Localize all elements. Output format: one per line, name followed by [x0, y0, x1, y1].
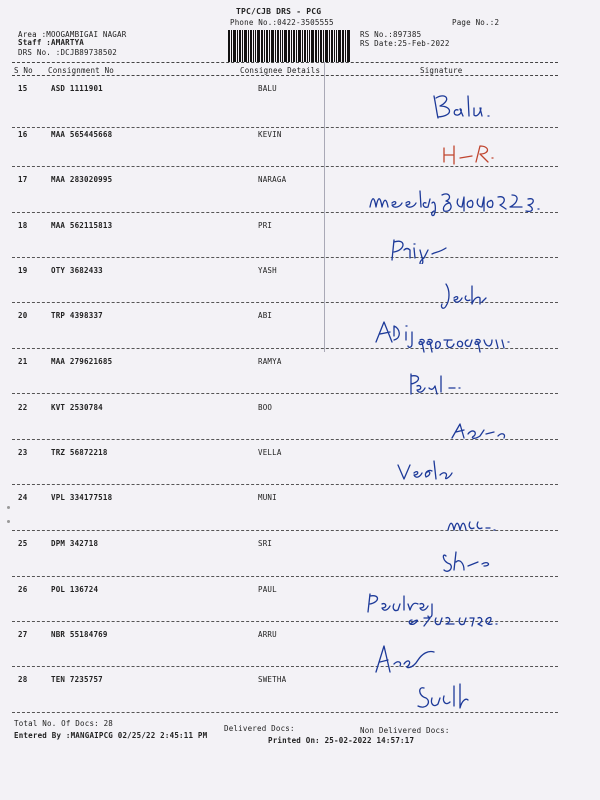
phone-number: Phone No.:0422-3505555 [230, 18, 334, 27]
signature-kevin [438, 140, 518, 168]
row-sno: 23 [18, 448, 28, 457]
column-consignment: Consignment No [48, 66, 115, 75]
signature-muni [444, 508, 514, 536]
row-sno: 25 [18, 539, 28, 548]
barcode-image [228, 30, 350, 62]
row-divider [12, 666, 558, 667]
column-divider [324, 62, 325, 352]
row-consignment: ASD 1111901 [51, 84, 103, 93]
entered-by: Entered By :MANGAIPCG 02/25/22 2:45:11 PM [14, 731, 208, 740]
page-number: Page No.:2 [452, 18, 500, 27]
row-consignment: DPM 342718 [51, 539, 99, 548]
signature-boo [448, 418, 528, 444]
staff-label: Staff :AMARTYA [18, 38, 85, 47]
row-consignment: MAA 283020995 [51, 175, 113, 184]
row-consignee: RAMYA [258, 357, 282, 366]
row-sno: 17 [18, 175, 28, 184]
row-consignee: SWETHA [258, 675, 287, 684]
column-consignee: Consignee Details [240, 66, 321, 75]
printed-on: Printed On: 25-02-2022 14:57:17 [268, 736, 415, 745]
row-sno: 26 [18, 585, 28, 594]
row-consignment: KVT 2530784 [51, 403, 103, 412]
row-consignment: TRP 4398337 [51, 311, 103, 320]
drs-number: DRS No. :DCJB89738502 [18, 48, 118, 57]
header-rule-bottom [12, 75, 558, 76]
signature-abi [372, 318, 572, 358]
signature-swetha [414, 680, 494, 716]
row-consignee: VELLA [258, 448, 282, 457]
row-sno: 18 [18, 221, 28, 230]
row-consignee: KEVIN [258, 130, 282, 139]
signature-ramya [405, 370, 495, 400]
row-consignment: NBR 55184769 [51, 630, 108, 639]
row-consignee: BOO [258, 403, 273, 412]
row-consignee: SRI [258, 539, 273, 548]
row-sno: 24 [18, 493, 28, 502]
rs-date: RS Date:25-Feb-2022 [360, 39, 450, 48]
row-sno: 16 [18, 130, 28, 139]
signature-arru [372, 640, 452, 676]
column-sno: S No [14, 66, 33, 75]
row-consignment: TRZ 56872218 [51, 448, 108, 457]
row-sno: 20 [18, 311, 28, 320]
signature-vella [394, 455, 494, 487]
rs-number: RS No.:897385 [360, 30, 422, 39]
punch-mark [7, 520, 10, 523]
header-rule-top [12, 62, 558, 63]
row-consignment: VPL 334177518 [51, 493, 113, 502]
row-divider [12, 127, 558, 128]
row-consignee: PRI [258, 221, 273, 230]
punch-mark [7, 506, 10, 509]
sheet-title: TPC/CJB DRS - PCG [236, 7, 322, 16]
row-consignment: TEN 7235757 [51, 675, 103, 684]
row-consignment: MAA 279621685 [51, 357, 113, 366]
row-sno: 22 [18, 403, 28, 412]
row-consignee: ABI [258, 311, 273, 320]
row-sno: 28 [18, 675, 28, 684]
row-consignee: NARAGA [258, 175, 287, 184]
column-signature: Signature [420, 66, 463, 75]
row-divider [12, 257, 558, 258]
row-sno: 15 [18, 84, 28, 93]
row-consignment: OTY 3682433 [51, 266, 103, 275]
delivered-docs: Delivered Docs: [224, 724, 295, 733]
row-consignment: MAA 565445668 [51, 130, 113, 139]
row-consignee: PAUL [258, 585, 277, 594]
area-label: Area :MOOGAMBIGAI NAGAR [18, 30, 127, 39]
signature-balu [430, 88, 530, 124]
row-consignment: MAA 562115813 [51, 221, 113, 230]
row-consignee: MUNI [258, 493, 277, 502]
row-consignee: YASH [258, 266, 277, 275]
row-sno: 21 [18, 357, 28, 366]
signature-paul [364, 590, 544, 628]
signature-sri [438, 546, 528, 580]
non-delivered-docs: Non Delivered Docs: [360, 726, 450, 735]
total-docs: Total No. Of Docs: 28 [14, 719, 114, 728]
signature-yash [436, 280, 506, 314]
row-sno: 19 [18, 266, 28, 275]
signature-naraga [366, 185, 588, 219]
row-consignee: ARRU [258, 630, 277, 639]
row-consignment: POL 136724 [51, 585, 99, 594]
signature-pri [388, 234, 468, 264]
row-sno: 27 [18, 630, 28, 639]
row-consignee: BALU [258, 84, 277, 93]
